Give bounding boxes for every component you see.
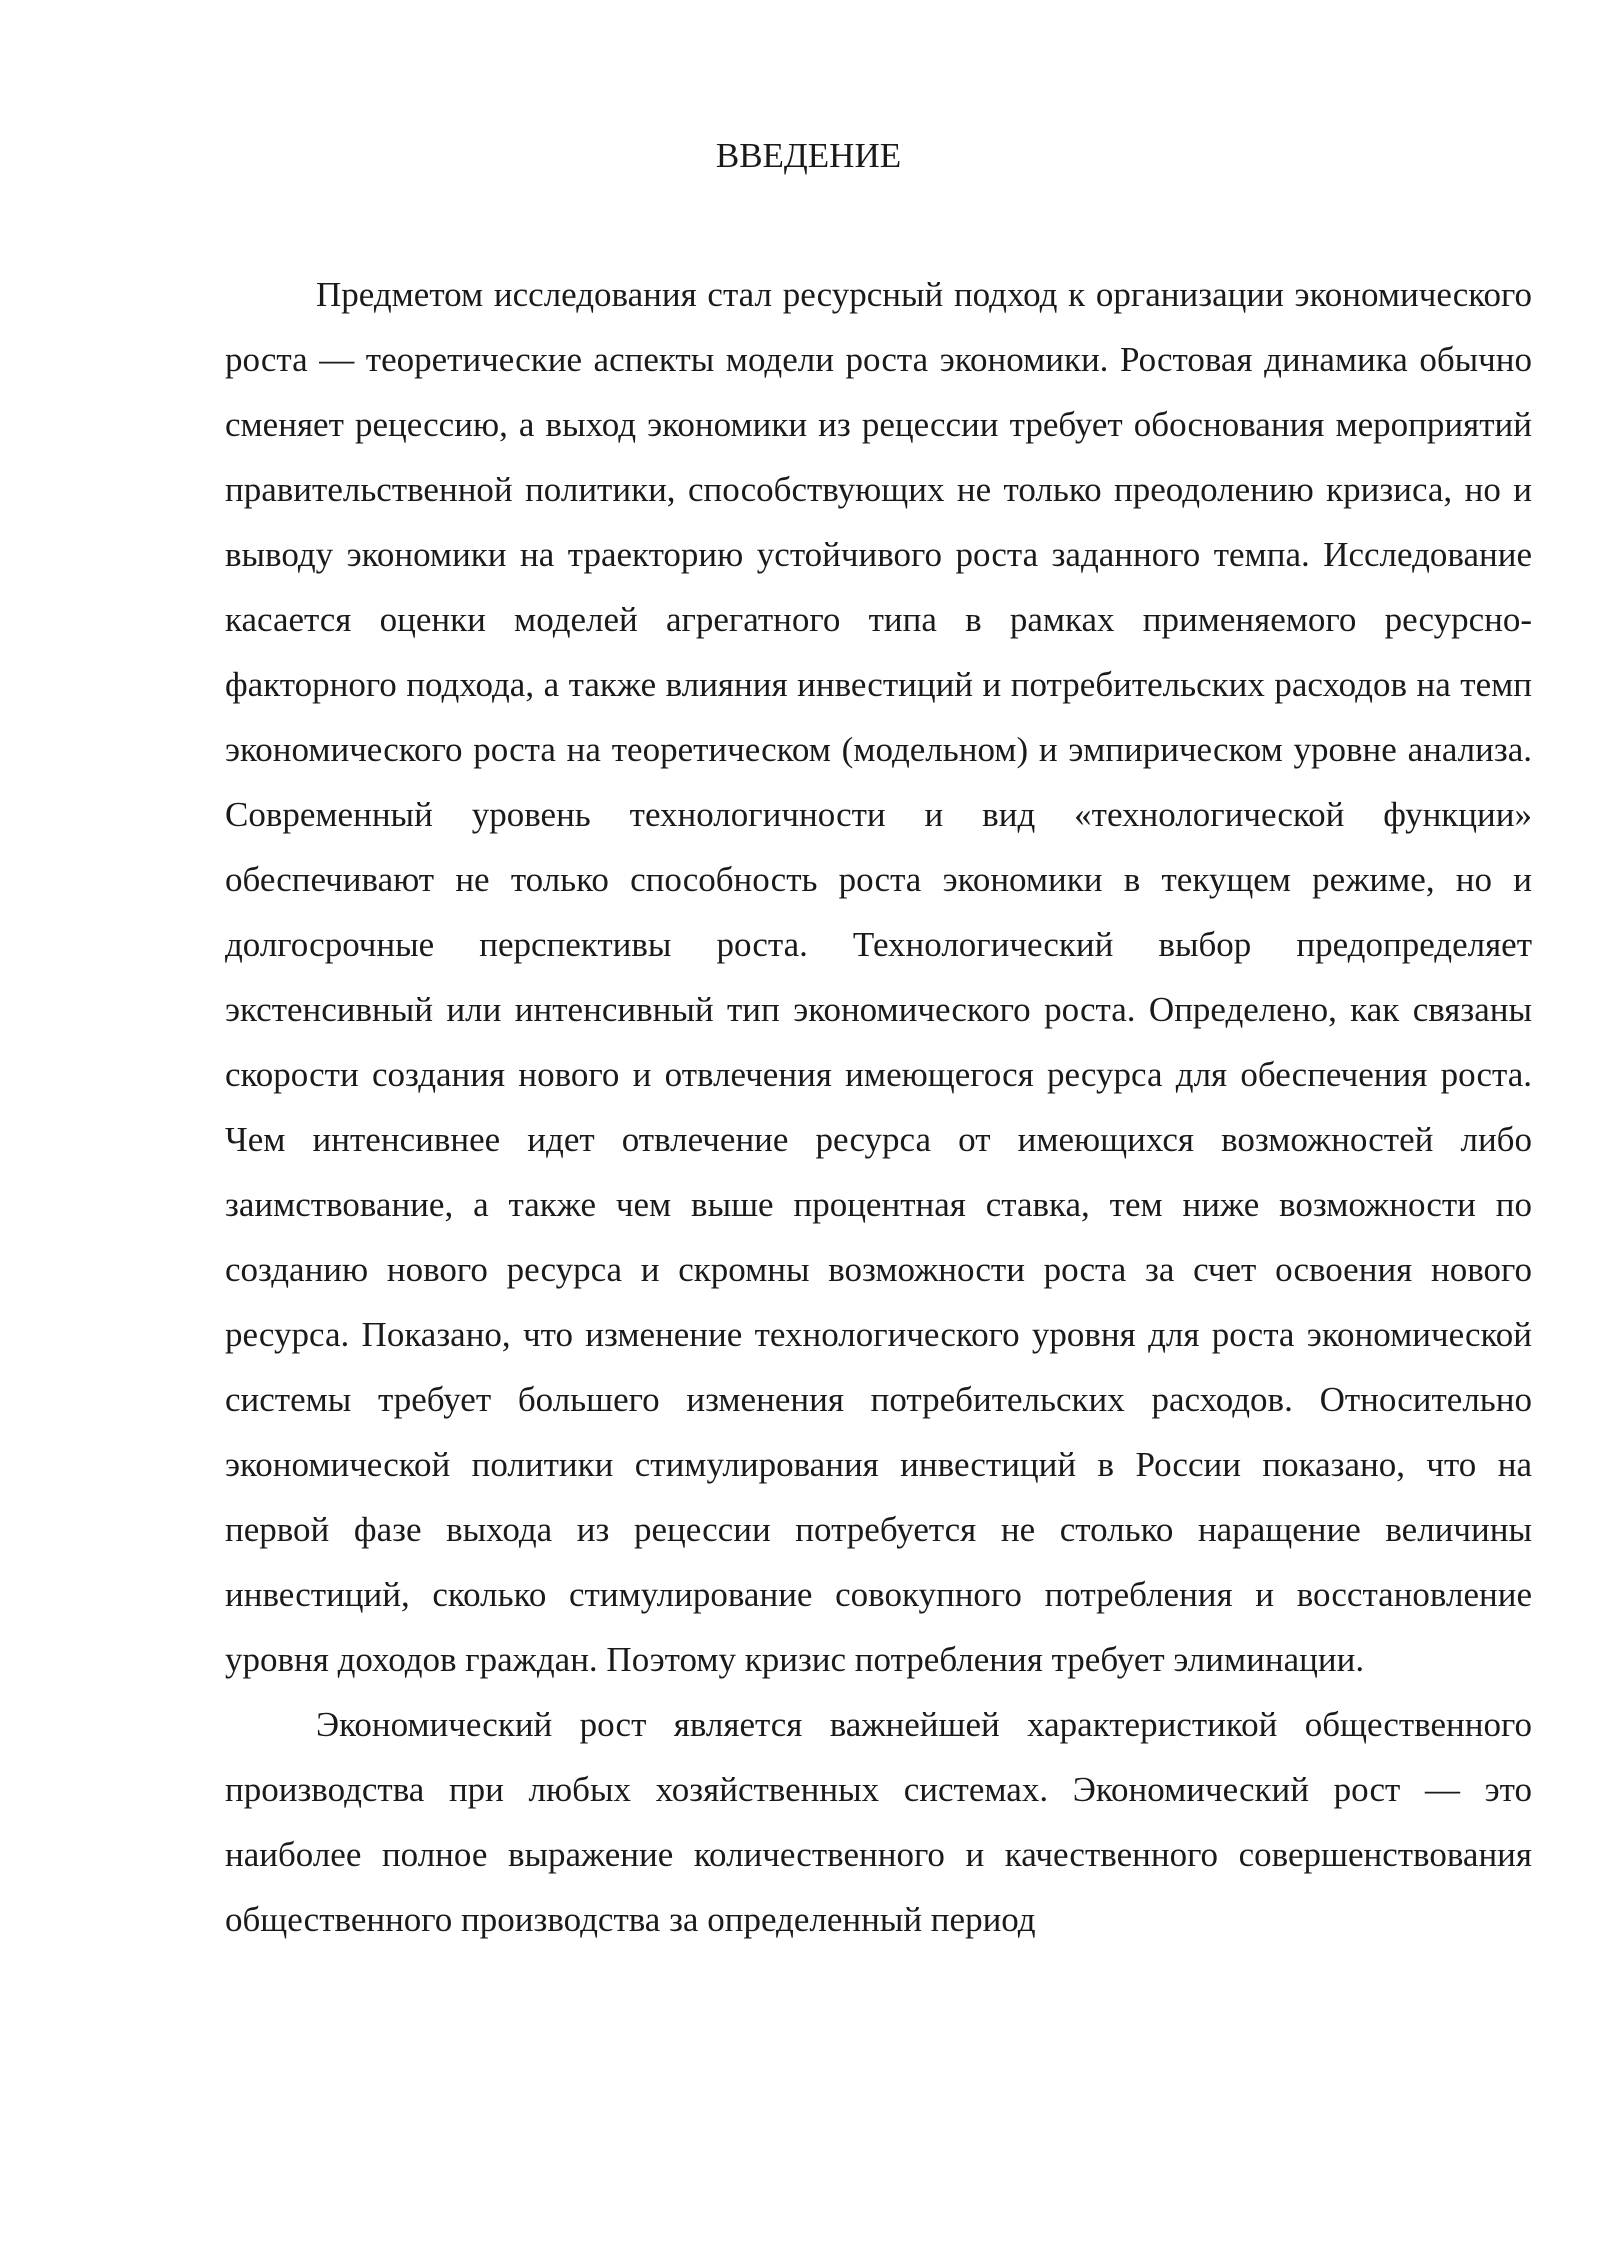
page-title: ВВЕДЕНИЕ xyxy=(715,136,902,175)
paragraph-1: Предметом исследования стал ресурсный подход к организации экономического роста — теоретические аспекты модели роста экономики. Ростовая динамика обычно сменяет рецессию, а выход экономики из рецессии требует обоснования мероприятий правительственной политики, способствующих не только преодолению кризиса, но и выводу экономики на траекторию устойчивого роста заданного темпа. Исследование касается оценки моделей агрегатного типа в рамках применяемого ресурсно-факторного подхода, а также влияния инвестиций и потребительских расходов на темп экономического роста на теоретическом (модельном) и эмпирическом уровне анализа. Современный уровень технологичности и вид «технологической функции» обеспечивают не только способность роста экономики в текущем режиме, но и долгосрочные перспективы роста. Технологический выбор предопределяет экстенсивный или интенсивный тип экономического роста. Определено, как связаны скорости создания нового и отвлечения имеющегося ресурса для обеспечения роста. Чем интенсивнее идет отвлечение ресурса от имеющихся возможностей либо заимствование, а также чем выше процентная ставка, тем ниже возможности по созданию нового ресурса и скромны возможности роста за счет освоения нового ресурса. Показано, что изменение технологического уровня для роста экономической системы требует большего изменения потребительских расходов. Относительно экономической политики стимулирования инвестиций в России показано, что на первой фазе выхода из рецессии потребуется не столько наращение величины инвестиций, сколько стимулирование совокупного потребления и восстановление уровня доходов граждан. Поэтому кризис потребления требует элиминации. xyxy=(225,275,1532,1679)
paragraph-2: Экономический рост является важнейшей характеристикой общественного производства при любых хозяйственных системах. Экономический рост — это наиболее полное выражение количественного и качественного совершенствования общественного производства за определенный период xyxy=(225,1705,1532,1939)
body-text xyxy=(225,262,1532,1952)
